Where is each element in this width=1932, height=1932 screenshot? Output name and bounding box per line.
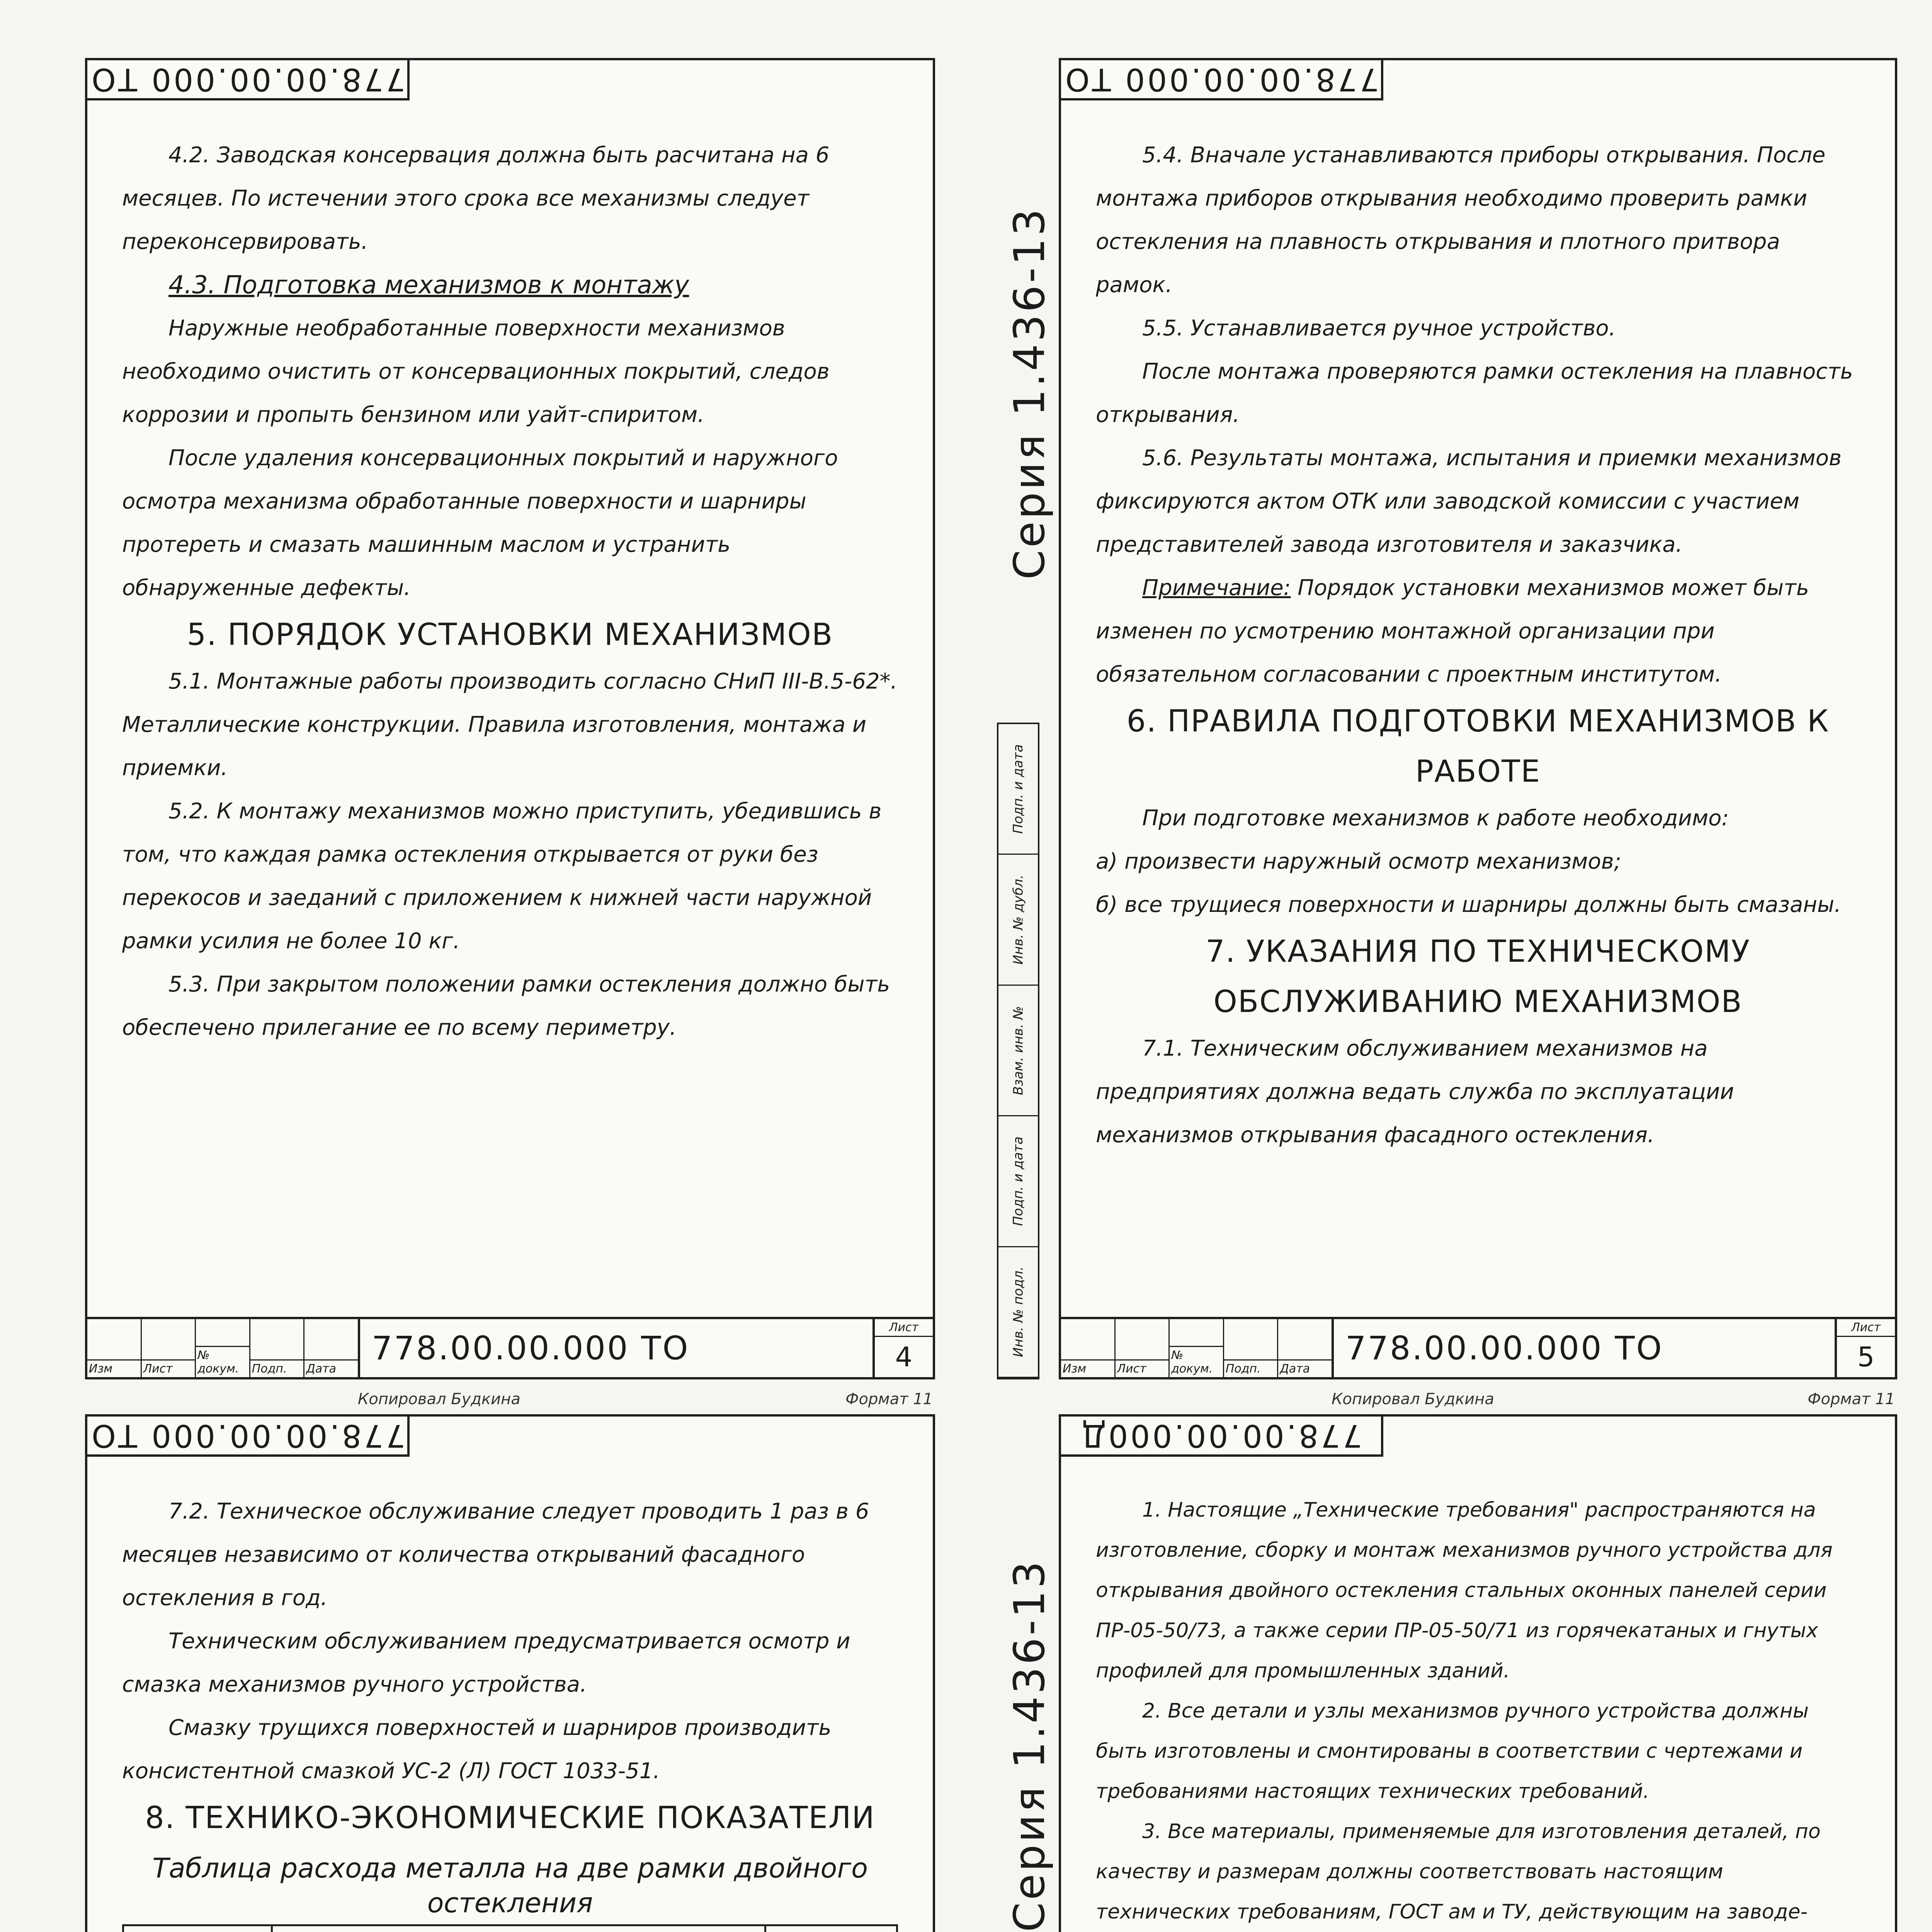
sheet-body (122, 134, 898, 1049)
paragraph-7-2: 7.2. Техническое обслуживание следует проводить 1 раз в 6 месяцев независимо от количества открываний фасадного остекления в год. (122, 1499, 869, 1611)
copied-by: Копировал Будкина (1332, 1390, 1494, 1408)
footer (358, 1390, 933, 1408)
paragraph: Техническим обслуживанием предусматривается осмотр и смазка механизмов ручного устройства. (122, 1629, 850, 1697)
tb-col-label: Дата (304, 1359, 358, 1377)
list-item: а) произвести наружный осмотр механизмов; (1096, 849, 1621, 874)
paragraph: Смазку трущихся поверхностей и шарниров производить консистентной смазкой УС-2 (Л) ГОСТ 1033-51. (122, 1715, 832, 1784)
title-block (87, 1317, 933, 1377)
tb-col-label: Подп. (250, 1359, 304, 1377)
paragraph: При подготовке механизмов к работе необходимо: (1142, 806, 1729, 831)
series-label: Серия 1.436-13 (1005, 206, 1054, 580)
footer (1332, 1390, 1895, 1408)
requirement-1: 1. Настоящие „Технические требования" распространяются на изготовление, сборку и монтаж механизмов ручного устройства для открывания двойного остекления стальных оконных панелей серии ПР-05-50/73, а также серии ПР-05-50/71 из горячекатаных и гнутых профилей для промышленных зданий. (1096, 1498, 1833, 1682)
sheet-page-4 (85, 58, 935, 1408)
list-item: б) все трущиеся поверхности и шарниры должны быть смазаны. (1096, 892, 1841, 917)
paragraph-5-4: 5.4. Вначале устанавливаются приборы открывания. После монтажа приборов открывания необходимо проверить рамки остекления на плавность открывания и плотного притвора рамок. (1096, 143, 1826, 298)
series-label: Серия 1.436-13 (1005, 1559, 1054, 1932)
paragraph-5-1: 5.1. Монтажные работы производить согласно СНиП III-В.5-62*. Металлические конструкции. Правила изготовления, монтажа и приемки. (122, 669, 898, 781)
tb-col-label: № докум. (1170, 1346, 1223, 1377)
sheet-label: Лист (1837, 1319, 1895, 1337)
sheet-number: 5 (1857, 1341, 1875, 1373)
tb-col-label: Изм (87, 1359, 141, 1377)
sheet-page-5 (1059, 58, 1897, 1408)
title-block (1061, 1317, 1895, 1377)
paragraph: После удаления консервационных покрытий и наружного осмотра механизма обработанные поверхности и шарниры протереть и смазать машинным маслом и устранить обнаруженные дефекты. (122, 446, 838, 600)
note-label: Примечание: (1142, 575, 1291, 600)
th-mass (272, 1925, 765, 1932)
tb-col-label: Изм (1061, 1359, 1114, 1377)
paragraph-5-6: 5.6. Результаты монтажа, испытания и приемки механизмов фиксируются актом ОТК или заводской комиссии с участием представителей завода изготовителя и заказчика. (1096, 446, 1842, 557)
sheet-body (1096, 1490, 1860, 1932)
drawing-code: 778.00.00.000 ТО (1345, 1329, 1663, 1367)
note (1096, 566, 1860, 696)
table-title: Таблица расхода металла на две рамки двойного остекления (152, 1852, 868, 1919)
sheet-body (122, 1490, 898, 1932)
format-label: Формат 11 (1808, 1390, 1895, 1408)
sheet-code-stamp: 778.00.00.000Д (1059, 1414, 1383, 1457)
section-heading-7: 7. УКАЗАНИЯ ПО ТЕХНИЧЕСКОМУ ОБСЛУЖИВАНИЮ МЕХАНИЗМОВ (1206, 934, 1750, 1019)
subheading-4-3: 4.3. Подготовка механизмов к монтажу (168, 271, 689, 299)
paragraph-4-2: 4.2. Заводская консервация должна быть расчитана на 6 месяцев. По истечении этого срока все механизмы следует переконсервировать. (122, 143, 830, 254)
paragraph: Наружные необработанные поверхности механизмов необходимо очистить от консервационных покрытий, следов коррозии и пропыть бензином или уайт-спиритом. (122, 316, 830, 427)
tb-col-label: Лист (142, 1359, 195, 1377)
paragraph-5-3: 5.3. При закрытом положении рамки остекления должно быть обеспечено прилегание ее по всему периметру. (122, 972, 890, 1040)
tb-col-label: Подп. (1224, 1359, 1277, 1377)
metal-table-1 (122, 1924, 898, 1932)
sheet-code-stamp: 778.00.00.000 ТО (85, 1414, 410, 1457)
sheet-code-stamp: 778.00.00.000 ТО (1059, 58, 1383, 100)
note-text: Порядок установки механизмов может быть изменен по усмотрению монтажной организации при обязательном согласовании с проектным институтом. (1096, 575, 1809, 687)
format-label: Формат 11 (845, 1390, 933, 1408)
paragraph-5-2: 5.2. К монтажу механизмов можно приступить, убедившись в том, что каждая рамка остекления открывается от руки без перекосов и заеданий с приложением к нижней части наружной рамки усилия не более 10 кг. (122, 799, 882, 954)
sheet-label: Лист (875, 1319, 933, 1337)
section-heading-6: 6. ПРАВИЛА ПОДГОТОВКИ МЕХАНИЗМОВ К РАБОТЕ (1126, 704, 1830, 789)
copied-by: Копировал Будкина (358, 1390, 520, 1408)
sheet-page-6 (85, 1414, 935, 1932)
tb-col-label: Лист (1116, 1359, 1169, 1377)
requirement-3: 3. Все материалы, применяемые для изготовления деталей, по качеству и размерам должны соответствовать настоящим технических требованиям, ГОСТ ам и ТУ, действующим на заводе- (1096, 1820, 1821, 1923)
drawing-code: 778.00.00.000 ТО (372, 1329, 690, 1367)
th-econ (765, 1925, 897, 1932)
tb-col-label: № докум. (196, 1346, 249, 1377)
tb-col-label: Дата (1278, 1359, 1332, 1377)
requirement-2: 2. Все детали и узлы механизмов ручного устройства должны быть изготовлены и смонтированы в соответствии с чертежами и требованиями настоящих технических требований. (1096, 1699, 1809, 1803)
sheet-technical-requirements (1059, 1414, 1897, 1932)
paragraph-5-5: 5.5. Устанавливается ручное устройство. (1142, 316, 1616, 341)
section-heading-8: 8. ТЕХНИКО-ЭКОНОМИЧЕСКИЕ ПОКАЗАТЕЛИ (145, 1801, 875, 1835)
sheet-number: 4 (895, 1341, 913, 1373)
section-heading-5: 5. ПОРЯДОК УСТАНОВКИ МЕХАНИЗМОВ (187, 617, 833, 652)
paragraph-7-1: 7.1. Техническим обслуживанием механизмов на предприятиях должна ведать служба по эксплуатации механизмов открывания фасадного остекления. (1096, 1036, 1734, 1148)
sheet-body (1096, 134, 1860, 1157)
paragraph: После монтажа проверяются рамки остекления на плавность открывания. (1096, 359, 1853, 427)
side-margin-stamp: Подп. и дата Инв. № дубл. Взам. инв. № Подп. и дата Инв. № подл. (997, 723, 1039, 1379)
sheet-code-stamp: 778.00.00.000 ТО (85, 58, 410, 100)
